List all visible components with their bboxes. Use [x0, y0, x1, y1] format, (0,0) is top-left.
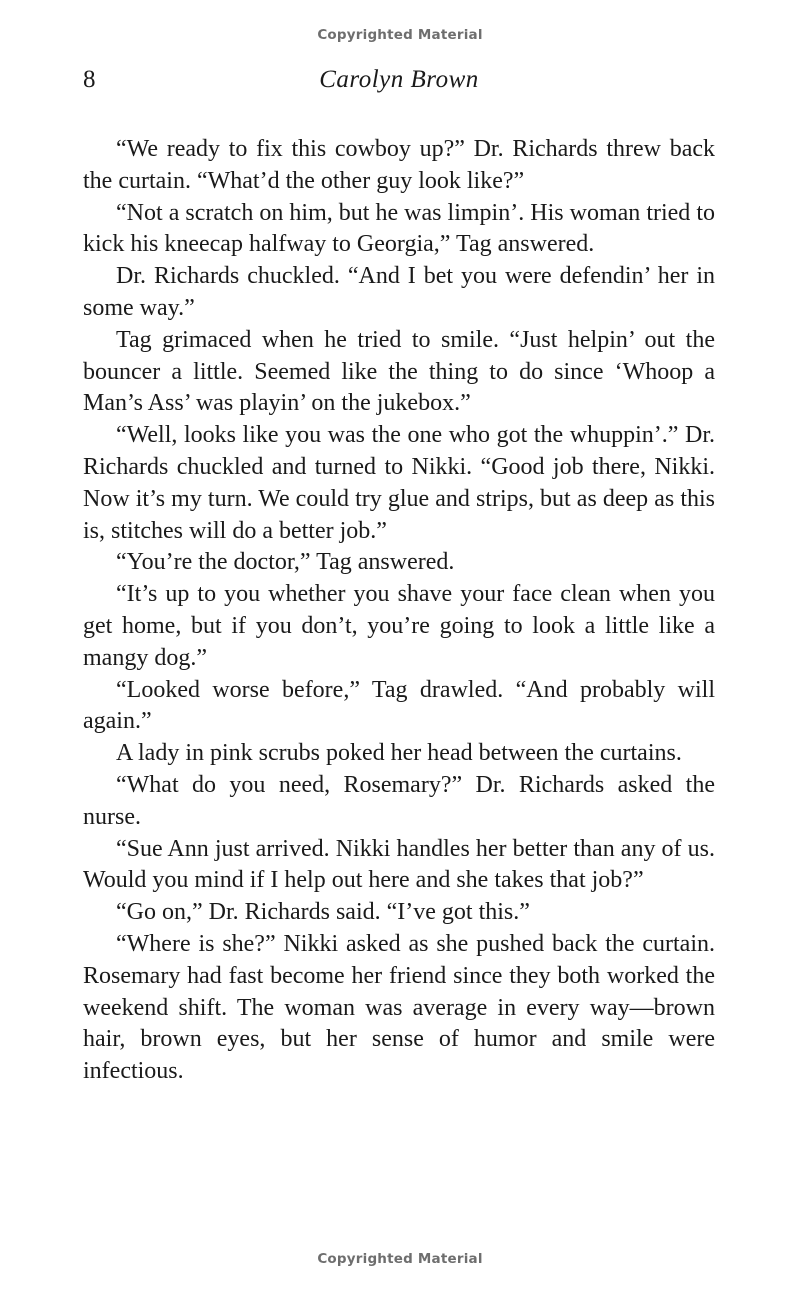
paragraph: “It’s up to you whether you shave your face clean when you get home, but if you don’t, you’re going to look a little like a mangy dog.” [83, 581, 715, 671]
running-head [83, 66, 715, 102]
paragraph: Tag grimaced when he tried to smile. “Just helpin’ out the bouncer a little. Seemed like the thing to do since ‘Whoop a Man’s Ass’ was playin’ on the jukebox.” [83, 326, 715, 417]
copyright-watermark-bottom: Copyrighted Material [317, 1251, 483, 1267]
body-text [83, 134, 715, 1088]
paragraph: “Looked worse before,” Tag drawled. “And probably will again.” [83, 676, 715, 735]
paragraph: “Where is she?” Nikki asked as she pushed back the curtain. Rosemary had fast become her friend since they both worked the weekend shift. The woman was average in every way—brown hair, brown eyes, but her sense of humor and smile were infectious. [83, 930, 715, 1085]
paragraph: “Sue Ann just arrived. Nikki handles her better than any of us. Would you mind if I help out here and she takes that job?” [83, 835, 715, 894]
paragraph: “You’re the doctor,” Tag answered. [116, 549, 455, 576]
paragraph: “Well, looks like you was the one who got the whuppin’.” Dr. Richards chuckled and turned to Nikki. “Good job there, Nikki. Now it’s my turn. We could try glue and strips, but as deep as this is, stitches will do a better job.” [83, 422, 715, 544]
copyright-watermark-top: Copyrighted Material [317, 27, 483, 43]
paragraph: Dr. Richards chuckled. “And I bet you were defendin’ her in some way.” [83, 263, 715, 321]
page-number: 8 [83, 66, 96, 93]
paragraph: A lady in pink scrubs poked her head between the curtains. [116, 740, 682, 767]
paragraph: “We ready to fix this cowboy up?” Dr. Richards threw back the curtain. “What’d the other guy look like?” [83, 136, 715, 194]
author-name: Carolyn Brown [319, 66, 479, 93]
paragraph: “Not a scratch on him, but he was limpin’. His woman tried to kick his kneecap halfway to Georgia,” Tag answered. [83, 199, 715, 258]
paragraph: “What do you need, Rosemary?” Dr. Richards asked the nurse. [83, 771, 715, 830]
paragraph: “Go on,” Dr. Richards said. “I’ve got this.” [116, 899, 530, 926]
